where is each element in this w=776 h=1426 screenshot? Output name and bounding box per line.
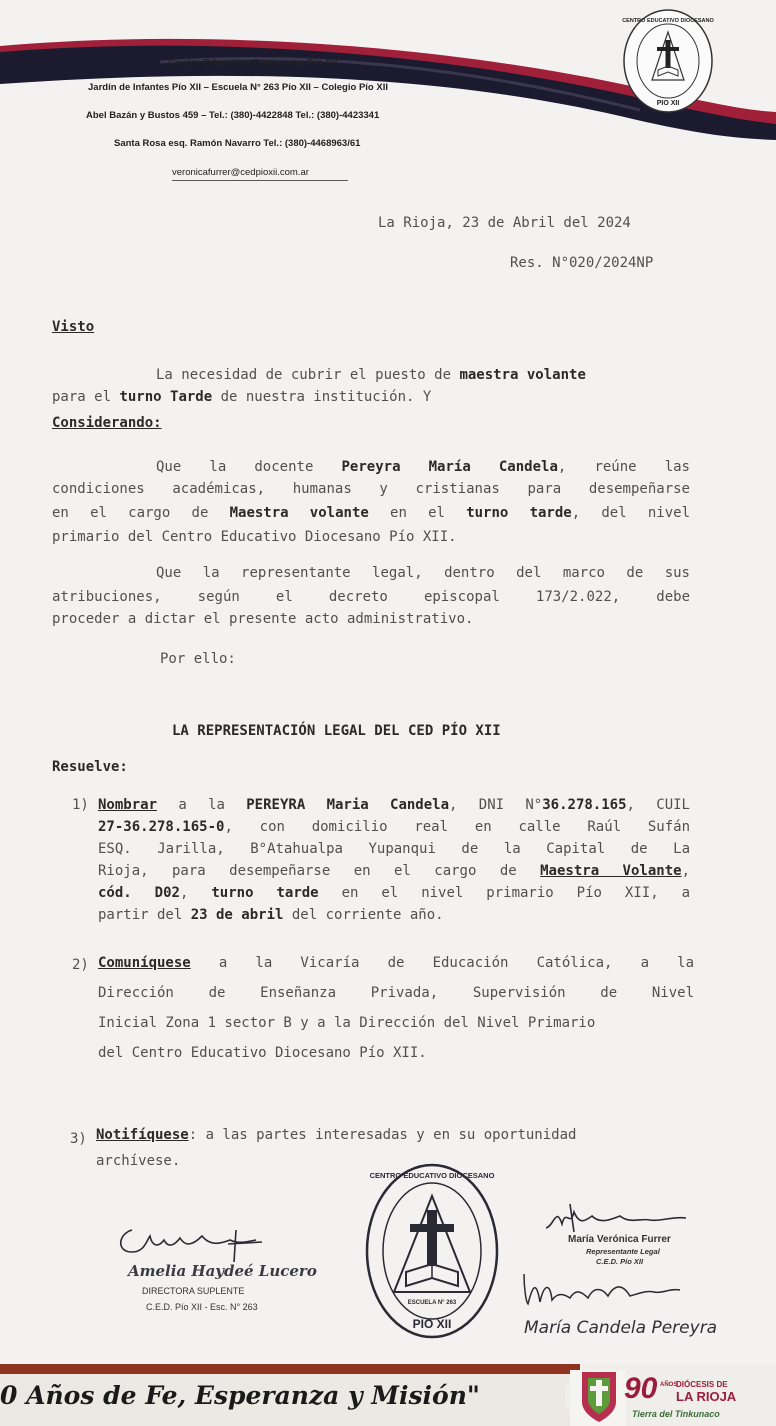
item-2-line-4: del Centro Educativo Diocesano Pío XII. [98, 1045, 427, 1061]
resolution-number: Res. N°020/2024NP [510, 255, 654, 271]
right-signer-org: C.E.D. Pío XII [596, 1257, 644, 1266]
school-logo [622, 8, 714, 114]
item-1-line-1: Nombrar a la PEREYRA Maria Candela, DNI N°36.278.165, CUIL [98, 797, 690, 813]
item-3-line-2: archívese. [96, 1153, 181, 1169]
visto-line-2: para el turno Tarde de nuestra institución. Y [52, 389, 432, 405]
considerando-2-line-3: proceder a dictar el presente acto administrativo. [52, 611, 474, 627]
ninety-years-badge: 90 [624, 1372, 658, 1405]
considerando-heading: Considerando: [52, 415, 162, 431]
tinkunaco-label: Tierra del Tinkunaco [632, 1409, 720, 1419]
item-1-line-2: 27-36.278.165-0, con domicilio real en calle Raúl Sufán [98, 819, 690, 835]
right-signer-role: Representante Legal [586, 1247, 660, 1256]
item-2-line-3: Inicial Zona 1 sector B y a la Dirección del Nivel Primario [98, 1015, 596, 1031]
considerando-1-line-4: primario del Centro Educativo Diocesano Pío XII. [52, 529, 457, 545]
visto-heading: Visto [52, 319, 95, 335]
svg-text:PIO XII: PIO XII [656, 100, 680, 107]
item-3-number: 3) [70, 1131, 87, 1147]
item-1-line-4: Rioja, para desempeñarse en el cargo de Maestra Volante, [98, 863, 690, 879]
item-2-number: 2) [72, 957, 89, 973]
left-signer-org: C.E.D. Pío XII - Esc. N° 263 [146, 1302, 258, 1312]
anos-label: AÑOS [660, 1382, 678, 1388]
right-signer-name: María Verónica Furrer [568, 1234, 671, 1245]
candidate-signature [520, 1268, 690, 1314]
email-underline [172, 180, 348, 181]
left-signer-role: DIRECTORA SUPLENTE [142, 1286, 245, 1296]
visto-line-1: La necesidad de cubrir el puesto de maestra volante [156, 367, 586, 383]
diocese-emblem-icon [574, 1368, 624, 1424]
item-1-line-6: partir del 23 de abril del corriente año. [98, 907, 444, 923]
address-line-2: Santa Rosa esq. Ramón Navarro Tel.: (380)-4468963/61 [114, 138, 361, 149]
item-1-line-3: ESQ. Jarilla, B°Atahualpa Yupanqui de la Capital de La [98, 841, 690, 857]
diocesis-label: DIÓCESIS DE [676, 1380, 728, 1389]
footer-slogan: 0 Años de Fe, Esperanza y Misión" [0, 1381, 480, 1410]
schools-line: Jardín de Infantes Pío XII – Escuela N° 263 Pío XII – Colegio Pío XII [88, 82, 388, 93]
considerando-2-line-2: atribuciones, según el decreto episcopal 173/2.022, debe [52, 589, 690, 605]
item-1-number: 1) [72, 797, 89, 813]
candidate-handwritten-name: María Candela Pereyra [524, 1318, 718, 1338]
resolution-title: LA REPRESENTACIÓN LEGAL DEL CED PÍO XII [172, 723, 501, 739]
svg-text:CENTRO EDUCATIVO DIOCESANO: CENTRO EDUCATIVO DIOCESANO [622, 18, 714, 24]
item-3-line-1: Notifíquese: a las partes interesadas y en su oportunidad [96, 1127, 577, 1143]
considerando-1-line-1: Que la docente Pereyra María Candela, reúne las [156, 459, 690, 475]
svg-text:PIO XII: PIO XII [412, 1317, 452, 1331]
la-rioja-label: LA RIOJA [676, 1389, 737, 1404]
left-signer-name: Amelia Haydeé Lucero [128, 1262, 317, 1280]
item-1-line-5: cód. D02, turno tarde en el nivel primario Pío XII, a [98, 885, 691, 901]
item-2-line-1: Comuníquese a la Vicaría de Educación Católica, a la [98, 955, 694, 971]
considerando-1-line-2: condiciones académicas, humanas y cristianas para desempeñarse [52, 481, 690, 497]
por-ello: Por ello: [160, 651, 236, 667]
resuelve-heading: Resuelve: [52, 759, 128, 775]
email-text: veronicafurrer@cedpioxii.com.ar [172, 167, 309, 178]
address-line-1: Abel Bazán y Bustos 459 – Tel.: (380)-4422848 Tel.: (380)-4423341 [86, 110, 380, 121]
org-name: Centro Educativo Diocesano Pío XII [168, 58, 338, 69]
item-2-line-2: Dirección de Enseñanza Privada, Supervisión de Nivel [98, 985, 694, 1001]
svg-text:CENTRO EDUCATIVO DIOCESANO: CENTRO EDUCATIVO DIOCESANO [369, 1171, 495, 1180]
letterhead [0, 0, 776, 200]
left-signature [110, 1222, 300, 1292]
date-line: La Rioja, 23 de Abril del 2024 [378, 215, 631, 231]
considerando-1-line-3: en el cargo de Maestra volante en el turno tarde, del nivel [52, 505, 691, 521]
school-stamp [364, 1162, 500, 1340]
considerando-2-line-1: Que la representante legal, dentro del marco de sus [156, 565, 690, 581]
svg-text:ESCUELA N° 263: ESCUELA N° 263 [407, 1300, 457, 1306]
